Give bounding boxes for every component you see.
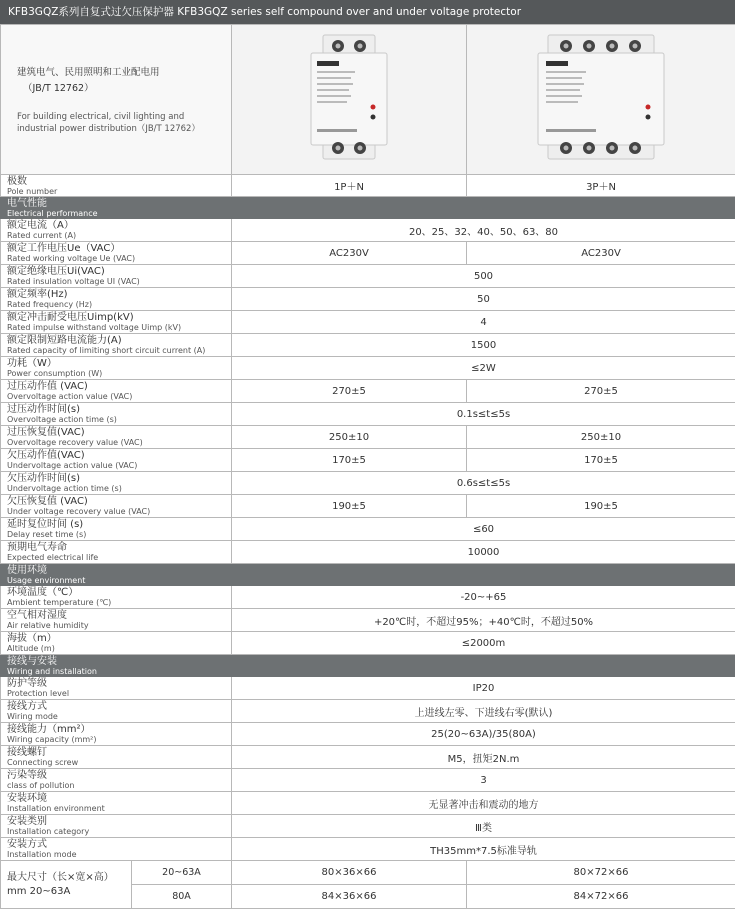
row-value-3p: 250±10 bbox=[467, 426, 735, 449]
row-label-zh: 额定频率(Hz) bbox=[7, 289, 68, 300]
spec-row bbox=[1, 426, 735, 449]
row-label-en: Undervoltage action time (s) bbox=[7, 484, 122, 493]
dimension-label bbox=[1, 861, 132, 909]
row-label-zh: 海拔（m） bbox=[7, 633, 57, 644]
row-value-3p: 190±5 bbox=[467, 495, 735, 518]
spec-row bbox=[1, 700, 735, 723]
row-value: 3 bbox=[232, 769, 735, 792]
spec-row bbox=[1, 792, 735, 815]
spec-row bbox=[1, 311, 735, 334]
intro-en: For building electrical, civil lighting and industrial power distribution（JB/T 12762） bbox=[17, 111, 200, 134]
row-label-zh: 预期电气寿命 bbox=[7, 542, 67, 553]
section-electrical-zh: 电气性能 bbox=[7, 197, 47, 209]
spec-row bbox=[1, 495, 735, 518]
spec-table bbox=[0, 24, 735, 909]
row-label-zh: 接线方式 bbox=[7, 701, 47, 712]
spec-row bbox=[1, 677, 735, 700]
row-label-en: Rated insulation voltage UI (VAC) bbox=[7, 277, 140, 286]
row-label-zh: 防护等级 bbox=[7, 678, 47, 689]
row-label-zh: 接线能力（mm²） bbox=[7, 724, 91, 735]
row-label-zh: 功耗（W） bbox=[7, 358, 57, 369]
row-label-en: Rated capacity of limiting short circuit current (A) bbox=[7, 346, 206, 355]
row-value: ≤2W bbox=[232, 357, 735, 380]
row-label-en: Rated impulse withstand voltage Uimp (kV) bbox=[7, 323, 182, 332]
row-value: 上进线左零、下进线右零(默认) bbox=[232, 700, 735, 723]
row-label-zh: 安装方式 bbox=[7, 839, 47, 850]
product-image-1p bbox=[232, 25, 467, 175]
row-value: 20、25、32、40、50、63、80 bbox=[232, 219, 735, 242]
row-value-1p: 170±5 bbox=[232, 449, 467, 472]
dimension-value-3p: 84×72×66 bbox=[467, 885, 735, 909]
row-label-zh: 额定工作电压Ue（VAC） bbox=[7, 243, 121, 254]
spec-row bbox=[1, 586, 735, 609]
spec-row bbox=[1, 449, 735, 472]
pole-row bbox=[1, 175, 735, 197]
row-label-en: Altitude (m) bbox=[7, 644, 55, 653]
spec-row bbox=[1, 219, 735, 242]
row-label-zh: 欠压动作值(VAC) bbox=[7, 450, 85, 461]
row-value: 4 bbox=[232, 311, 735, 334]
spec-row bbox=[1, 334, 735, 357]
spec-row bbox=[1, 838, 735, 861]
row-value: 0.1s≤t≤5s bbox=[232, 403, 735, 426]
row-label-zh: 额定绝缘电压Ui(VAC) bbox=[7, 266, 105, 277]
row-label-en: Rated working voltage Ue (VAC) bbox=[7, 254, 136, 263]
row-label-en: Installation category bbox=[7, 827, 90, 836]
dimension-row bbox=[1, 861, 735, 885]
row-value: ≤60 bbox=[232, 518, 735, 541]
row-value: M5，扭矩2N.m bbox=[232, 746, 735, 769]
row-value: IP20 bbox=[232, 677, 735, 700]
row-value: 0.6s≤t≤5s bbox=[232, 472, 735, 495]
row-value-1p: 270±5 bbox=[232, 380, 467, 403]
spec-row bbox=[1, 288, 735, 311]
device-1pn-illustration bbox=[309, 33, 389, 163]
pole-label bbox=[1, 175, 232, 197]
section-wiring-zh: 接线与安装 bbox=[7, 655, 57, 667]
section-wiring bbox=[1, 655, 735, 677]
section-usage-zh: 使用环境 bbox=[7, 564, 47, 576]
row-value: 25(20~63A)/35(80A) bbox=[232, 723, 735, 746]
dimension-value-1p: 84×36×66 bbox=[232, 885, 467, 909]
row-label-zh: 过压动作时间(s) bbox=[7, 404, 81, 415]
pole-label-en: Pole number bbox=[7, 186, 58, 196]
product-image-3p bbox=[467, 25, 735, 175]
row-value-1p: 250±10 bbox=[232, 426, 467, 449]
spec-row bbox=[1, 265, 735, 288]
intro-zh-standard: （JB/T 12762） bbox=[23, 82, 94, 94]
dimension-label-zh: 最大尺寸（长×宽×高） bbox=[7, 871, 114, 883]
row-value: Ⅲ类 bbox=[232, 815, 735, 838]
dimension-range: 80A bbox=[132, 885, 232, 909]
row-label-en: Wiring capacity (mm²) bbox=[7, 735, 97, 744]
spec-row bbox=[1, 242, 735, 265]
spec-row bbox=[1, 609, 735, 632]
row-value-3p: 270±5 bbox=[467, 380, 735, 403]
pole-label-zh: 极数 bbox=[7, 175, 27, 187]
spec-row bbox=[1, 472, 735, 495]
row-label-zh: 额定限制短路电流能力(A) bbox=[7, 335, 122, 346]
dimension-label-unit: mm 20~63A bbox=[7, 885, 71, 897]
row-label-zh: 空气相对湿度 bbox=[7, 610, 67, 621]
pole-1p: 1P＋N bbox=[232, 175, 467, 197]
intro-zh: 建筑电气、民用照明和工业配电用 bbox=[17, 66, 160, 78]
row-label-en: Overvoltage action time (s) bbox=[7, 415, 117, 424]
pole-3p: 3P＋N bbox=[467, 175, 735, 197]
row-value: 1500 bbox=[232, 334, 735, 357]
page-title: KFB3GQZ系列自复式过欠压保护器 KFB3GQZ series self compound over and under voltage protector bbox=[0, 0, 735, 24]
spec-row bbox=[1, 723, 735, 746]
row-label-zh: 欠压恢复值 (VAC) bbox=[7, 496, 88, 507]
spec-row bbox=[1, 815, 735, 838]
row-label-en: Power consumption (W) bbox=[7, 369, 103, 378]
spec-row bbox=[1, 357, 735, 380]
row-label-zh: 接线螺钉 bbox=[7, 747, 47, 758]
row-label-zh: 过压恢复值(VAC) bbox=[7, 427, 85, 438]
row-label-en: Overvoltage recovery value (VAC) bbox=[7, 438, 143, 447]
row-label-zh: 额定冲击耐受电压Uimp(kV) bbox=[7, 312, 134, 323]
row-label-en: Rated current (A) bbox=[7, 231, 77, 240]
row-value-3p: 170±5 bbox=[467, 449, 735, 472]
row-value-1p: 190±5 bbox=[232, 495, 467, 518]
row-label-en: Connecting screw bbox=[7, 758, 79, 767]
row-value: 无显著冲击和震动的地方 bbox=[232, 792, 735, 815]
row-label-zh: 安装环境 bbox=[7, 793, 47, 804]
row-label-en: Overvoltage action value (VAC) bbox=[7, 392, 133, 401]
row-label-en: Protection level bbox=[7, 689, 70, 698]
spec-row bbox=[1, 632, 735, 655]
row-value-1p: AC230V bbox=[232, 242, 467, 265]
row-label-en: Under voltage recovery value (VAC) bbox=[7, 507, 151, 516]
row-label-zh: 延时复位时间 (s) bbox=[7, 519, 84, 530]
spec-row bbox=[1, 403, 735, 426]
row-label-zh: 环境温度（℃） bbox=[7, 587, 79, 598]
spec-row bbox=[1, 518, 735, 541]
section-electrical-en: Electrical performance bbox=[7, 208, 98, 218]
row-value: 50 bbox=[232, 288, 735, 311]
dimension-value-3p: 80×72×66 bbox=[467, 861, 735, 885]
row-value: -20~+65 bbox=[232, 586, 735, 609]
intro-cell bbox=[1, 25, 232, 175]
product-image-row bbox=[1, 25, 735, 175]
section-electrical bbox=[1, 197, 735, 219]
row-value: TH35mm*7.5标准导轨 bbox=[232, 838, 735, 861]
row-value: +20℃时，不超过95%；+40℃时，不超过50% bbox=[232, 609, 735, 632]
row-label-zh: 欠压动作时间(s) bbox=[7, 473, 81, 484]
row-label-en: Installation environment bbox=[7, 804, 105, 813]
row-label-en: Wiring mode bbox=[7, 712, 58, 721]
section-usage bbox=[1, 564, 735, 586]
spec-row bbox=[1, 769, 735, 792]
row-label-en: class of pollution bbox=[7, 781, 75, 790]
row-value: 10000 bbox=[232, 541, 735, 564]
device-3pn-illustration bbox=[536, 33, 666, 163]
row-label-en: Delay reset time (s) bbox=[7, 530, 87, 539]
spec-row bbox=[1, 541, 735, 564]
row-label-zh: 过压动作值 (VAC) bbox=[7, 381, 88, 392]
row-value: 500 bbox=[232, 265, 735, 288]
row-label-en: Installation mode bbox=[7, 850, 77, 859]
row-value-3p: AC230V bbox=[467, 242, 735, 265]
row-label-en: Air relative humidity bbox=[7, 621, 89, 630]
section-wiring-en: Wiring and installation bbox=[7, 666, 97, 676]
row-label-zh: 安装类别 bbox=[7, 816, 47, 827]
row-label-en: Ambient temperature (℃) bbox=[7, 598, 112, 607]
spec-row bbox=[1, 746, 735, 769]
dimension-range: 20~63A bbox=[132, 861, 232, 885]
row-label-en: Rated frequency (Hz) bbox=[7, 300, 93, 309]
row-label-zh: 额定电流（A） bbox=[7, 220, 74, 231]
row-label-en: Expected electrical life bbox=[7, 553, 99, 562]
row-label-en: Undervoltage action value (VAC) bbox=[7, 461, 138, 470]
spec-row bbox=[1, 380, 735, 403]
row-label-zh: 污染等级 bbox=[7, 770, 47, 781]
section-usage-en: Usage environment bbox=[7, 575, 86, 585]
dimension-value-1p: 80×36×66 bbox=[232, 861, 467, 885]
row-value: ≤2000m bbox=[232, 632, 735, 655]
